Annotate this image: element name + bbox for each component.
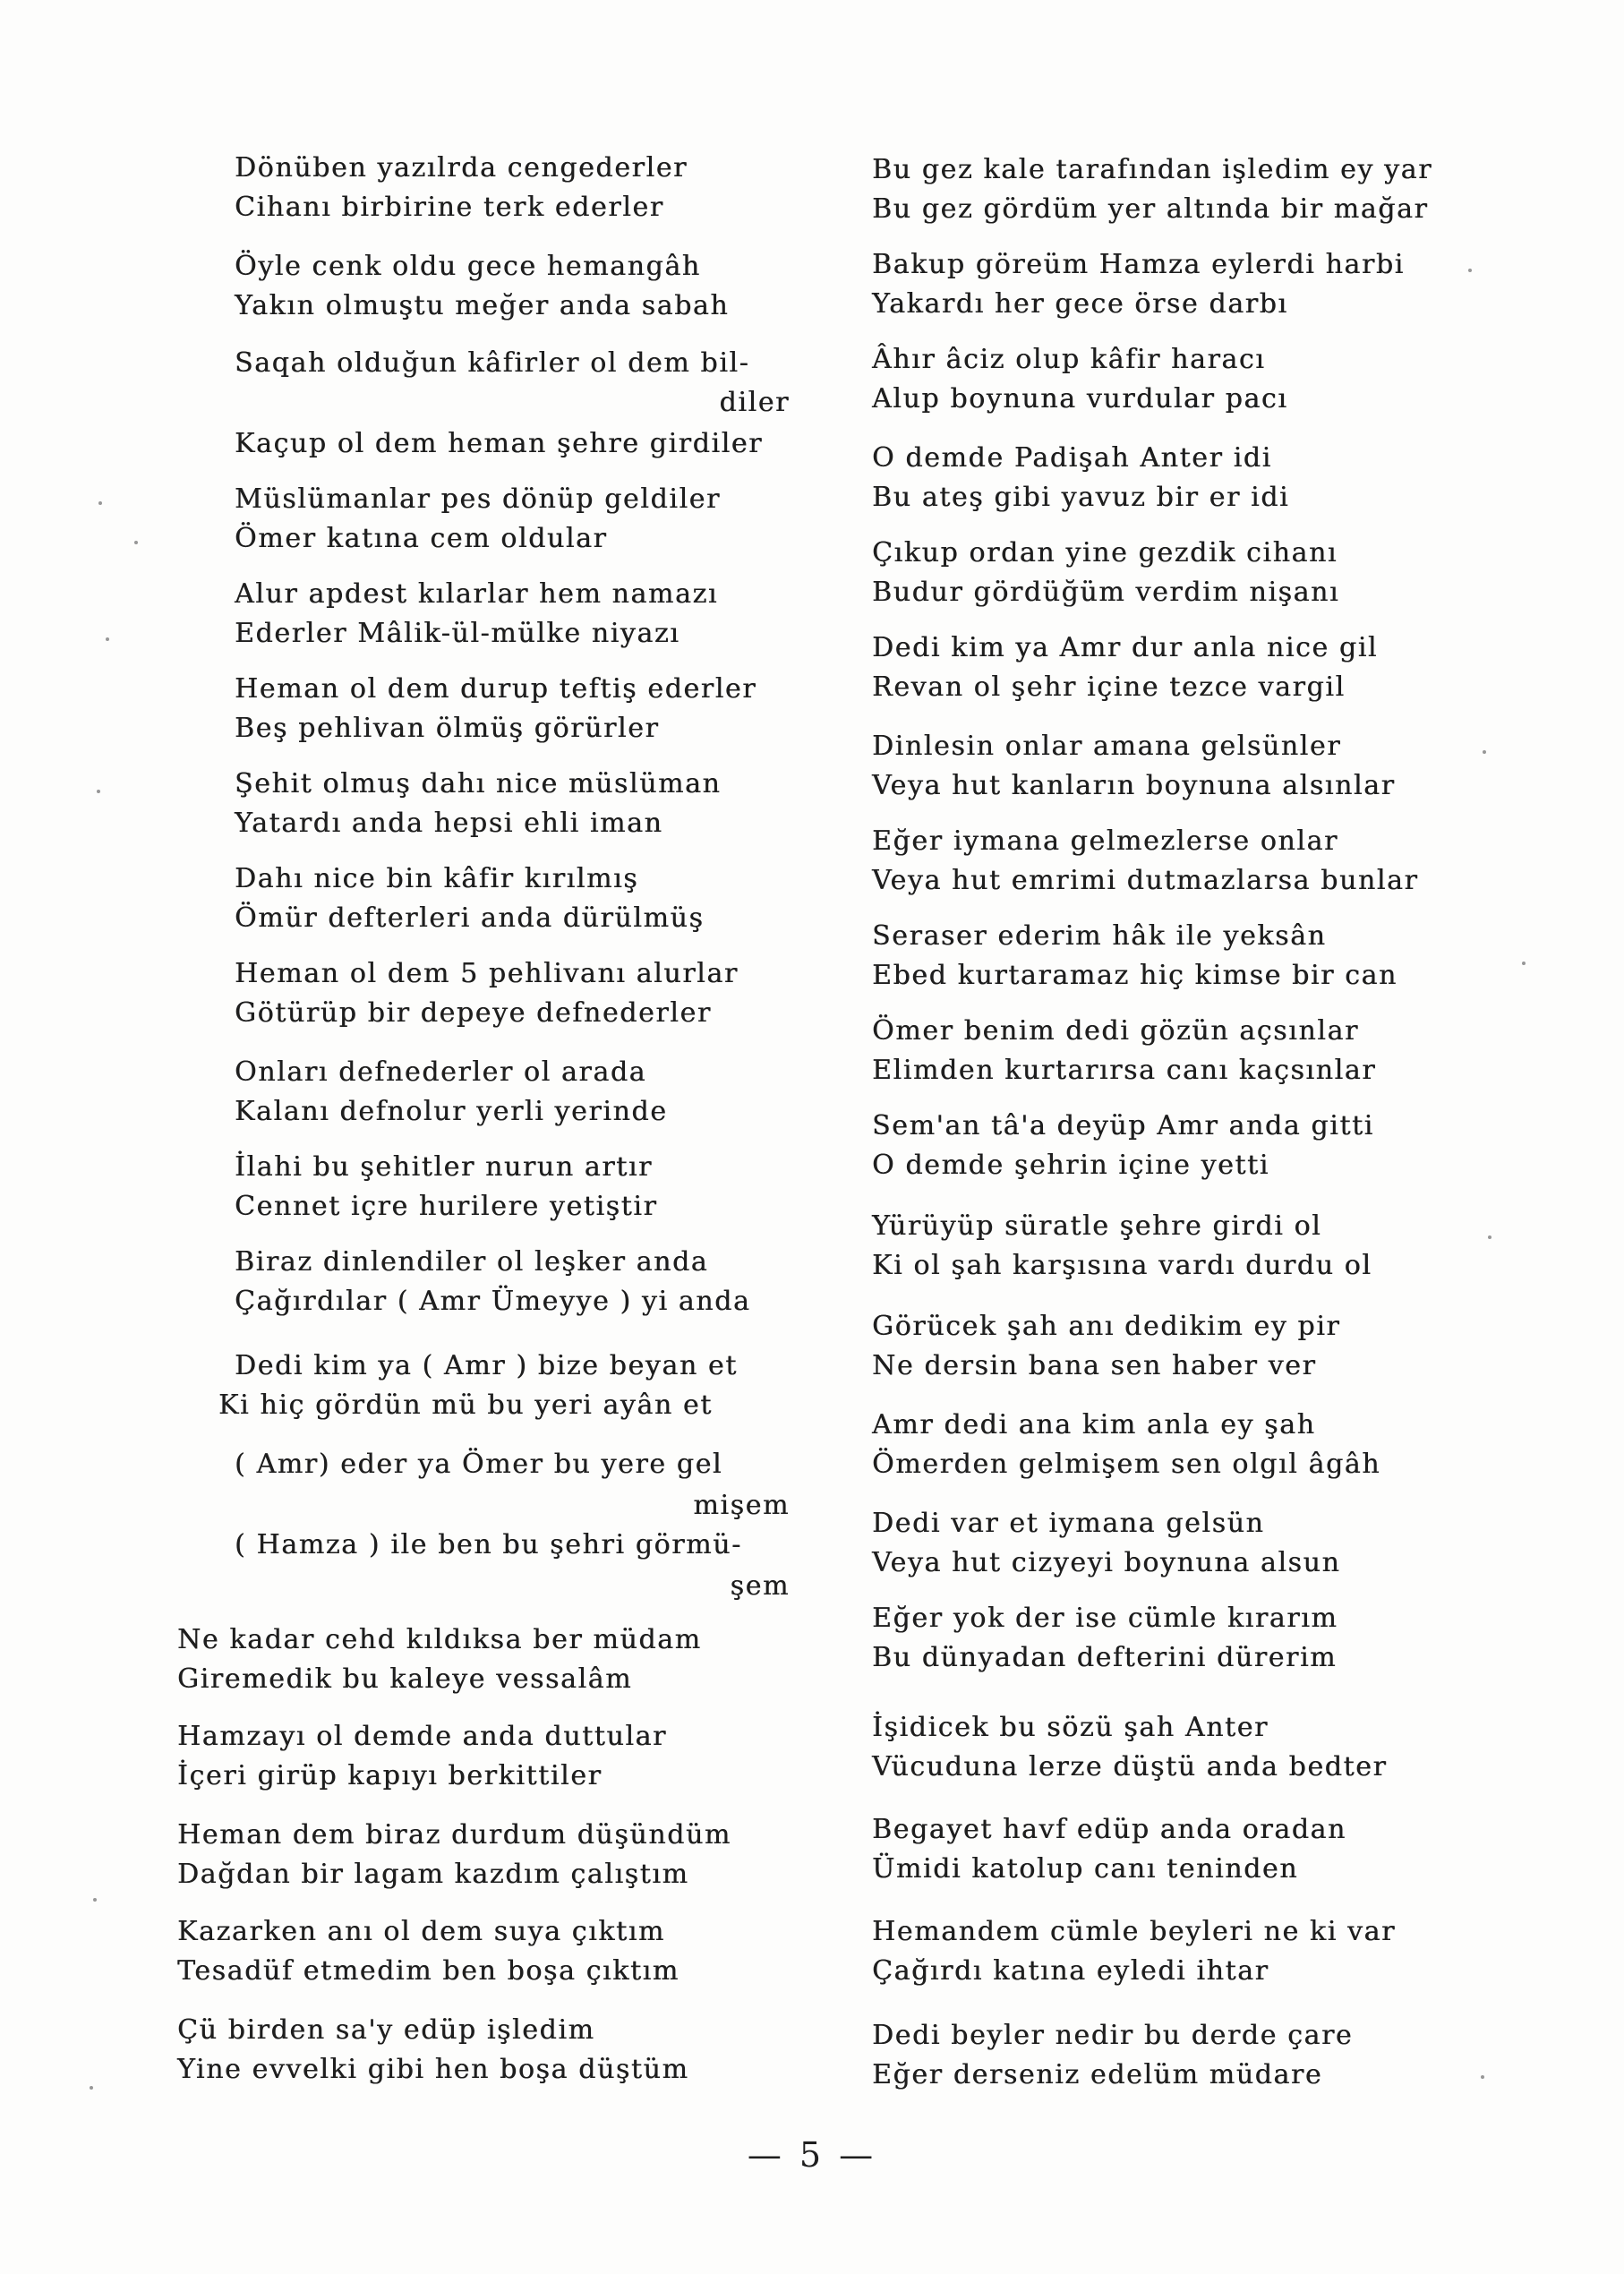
verse-line: Çıkup ordan yine gezdik cihanı <box>872 537 1338 568</box>
verse-line: Veya hut kanların boynuna alsınlar <box>872 770 1396 801</box>
verse-line: Elimden kurtarırsa canı kaçsınlar <box>872 1055 1377 1086</box>
verse-line: O demde şehrin içine yetti <box>872 1150 1269 1181</box>
verse-line: Amr dedi ana kim anla ey şah <box>872 1409 1316 1440</box>
verse-line: O demde Padişah Anter idi <box>872 442 1272 474</box>
verse-line: Ki ol şah karşısına vardı durdu ol <box>872 1250 1372 1281</box>
verse-line: Beş pehlivan ölmüş görürler <box>235 713 660 744</box>
verse-line: Müslümanlar pes dönüp geldiler <box>235 483 721 515</box>
verse-line: Çü birden sa'y edüp işledim <box>177 2014 595 2046</box>
scan-speck <box>1522 962 1526 965</box>
verse-line: Ebed kurtaramaz hiç kimse bir can <box>872 960 1397 991</box>
verse-line: Bakup göreüm Hamza eylerdi harbi <box>872 249 1405 280</box>
verse-line: Dedi beyler nedir bu derde çare <box>872 2020 1354 2051</box>
verse-line: Şehit olmuş dahı nice müslüman <box>235 768 722 799</box>
verse-line: Âhır âciz olup kâfir haracı <box>872 344 1266 375</box>
verse-line: Heman ol dem durup teftiş ederler <box>235 673 757 705</box>
verse-line: Begayet havf edüp anda oradan <box>872 1814 1346 1845</box>
scan-speck <box>1483 750 1486 754</box>
verse-line: Ömer katına cem oldular <box>235 523 608 554</box>
verse-line: Biraz dinlendiler ol leşker anda <box>235 1246 709 1278</box>
verse-line: Ne dersin bana sen haber ver <box>872 1350 1317 1381</box>
scan-speck <box>1481 2075 1484 2079</box>
verse-line: Kalanı defnolur yerli yerinde <box>235 1096 668 1127</box>
verse-line: Dinlesin onlar amana gelsünler <box>872 731 1342 762</box>
verse-line: İlahi bu şehitler nurun artır <box>235 1151 653 1183</box>
verse-line: Eğer yok der ise cümle kırarım <box>872 1603 1338 1634</box>
scan-speck <box>106 637 109 641</box>
verse-line: Görücek şah anı dedikim ey pir <box>872 1311 1341 1342</box>
verse-line: Kaçup ol dem heman şehre girdiler <box>235 428 764 459</box>
verse-line: ( Hamza ) ile ben bu şehri görmü- <box>235 1529 742 1560</box>
scan-speck <box>97 790 100 793</box>
verse-line: Ömerden gelmişem sen olgıl âgâh <box>872 1449 1381 1480</box>
verse-line: ( Amr) eder ya Ömer bu yere gel <box>235 1449 723 1480</box>
verse-line: Sem'an tâ'a deyüp Amr anda gitti <box>872 1110 1374 1141</box>
verse-line: Onları defnederler ol arada <box>235 1056 647 1088</box>
verse-line: Yine evvelki gibi hen boşa düştüm <box>177 2054 689 2085</box>
verse-continuation: diler <box>719 387 790 418</box>
verse-line: Hamzayı ol demde anda duttular <box>177 1721 667 1752</box>
scan-speck <box>1488 1235 1492 1239</box>
verse-line: Dedi var et iymana gelsün <box>872 1508 1265 1539</box>
verse-line: İşidicek bu sözü şah Anter <box>872 1712 1269 1743</box>
verse-line: Veya hut cizyeyi boynuna alsun <box>872 1547 1341 1578</box>
verse-line: Yatardı anda hepsi ehli iman <box>235 808 663 839</box>
verse-line: İçeri girüp kapıyı berkittiler <box>177 1760 603 1791</box>
verse-line: Dağdan bir lagam kazdım çalıştım <box>177 1859 689 1890</box>
verse-line: Çağırdılar ( Amr Ümeyye ) yi anda <box>235 1286 751 1317</box>
verse-line: Yakın olmuştu meğer anda sabah <box>235 290 730 321</box>
verse-line: Revan ol şehr içine tezce vargil <box>872 671 1346 703</box>
verse-line: Yürüyüp süratle şehre girdi ol <box>872 1210 1322 1242</box>
verse-line: Hemandem cümle beyleri ne ki var <box>872 1916 1396 1947</box>
verse-line: Götürüp bir depeye defnederler <box>235 997 712 1029</box>
verse-line: Ederler Mâlik-ül-mülke niyazı <box>235 618 680 649</box>
verse-line: Cennet içre hurilere yetiştir <box>235 1191 658 1222</box>
verse-line: Saqah olduğun kâfirler ol dem bil- <box>235 347 750 379</box>
verse-line: Vücuduna lerze düştü anda bedter <box>872 1751 1388 1782</box>
verse-line: Bu ateş gibi yavuz bir er idi <box>872 482 1290 513</box>
page-number: — 5 — <box>747 2135 877 2175</box>
verse-line: Bu gez kale tarafından işledim ey yar <box>872 154 1433 185</box>
verse-line: Tesadüf etmedim ben boşa çıktım <box>177 1955 680 1987</box>
verse-line: Dedi kim ya Amr dur anla nice gil <box>872 632 1379 663</box>
verse-line: Dedi kim ya ( Amr ) bize beyan et <box>235 1350 738 1381</box>
verse-line: Bu gez gördüm yer altında bir mağar <box>872 193 1429 225</box>
verse-line: Budur gördüğüm verdim nişanı <box>872 577 1340 608</box>
verse-line: Ki hiç gördün mü bu yeri ayân et <box>218 1389 713 1421</box>
scan-speck <box>93 1898 97 1902</box>
verse-line: Ne kadar cehd kıldıksa ber müdam <box>177 1624 702 1655</box>
verse-line: Heman ol dem 5 pehlivanı alurlar <box>235 958 739 989</box>
scan-speck <box>90 2086 93 2090</box>
verse-continuation: mişem <box>693 1490 790 1521</box>
verse-line: Eğer iymana gelmezlerse onlar <box>872 825 1338 857</box>
verse-line: Öyle cenk oldu gece hemangâh <box>235 251 701 282</box>
verse-line: Veya hut emrimi dutmazlarsa bunlar <box>872 865 1419 896</box>
verse-line: Cihanı birbirine terk ederler <box>235 192 664 223</box>
verse-line: Alup boynuna vurdular pacı <box>872 383 1288 415</box>
verse-line: Giremedik bu kaleye vessalâm <box>177 1663 633 1695</box>
verse-line: Kazarken anı ol dem suya çıktım <box>177 1916 665 1947</box>
verse-line: Ümidi katolup canı teninden <box>872 1853 1299 1885</box>
verse-line: Yakardı her gece örse darbı <box>872 288 1288 320</box>
verse-line: Heman dem biraz durdum düşündüm <box>177 1819 731 1851</box>
verse-continuation: şem <box>730 1570 790 1602</box>
verse-line: Çağırdı katına eyledi ihtar <box>872 1955 1269 1987</box>
scan-speck <box>98 501 102 505</box>
verse-line: Dönüben yazılrda cengederler <box>235 152 688 184</box>
verse-line: Bu dünyadan defterini dürerim <box>872 1642 1338 1673</box>
verse-line: Seraser ederim hâk ile yeksân <box>872 920 1327 952</box>
verse-line: Ömer benim dedi gözün açsınlar <box>872 1015 1359 1047</box>
scan-speck <box>1468 269 1472 272</box>
verse-line: Ömür defterleri anda dürülmüş <box>235 902 705 934</box>
verse-line: Eğer derseniz edelüm müdare <box>872 2059 1323 2090</box>
verse-line: Alur apdest kılarlar hem namazı <box>235 578 719 610</box>
scan-speck <box>134 541 138 544</box>
verse-line: Dahı nice bin kâfir kırılmış <box>235 863 639 894</box>
